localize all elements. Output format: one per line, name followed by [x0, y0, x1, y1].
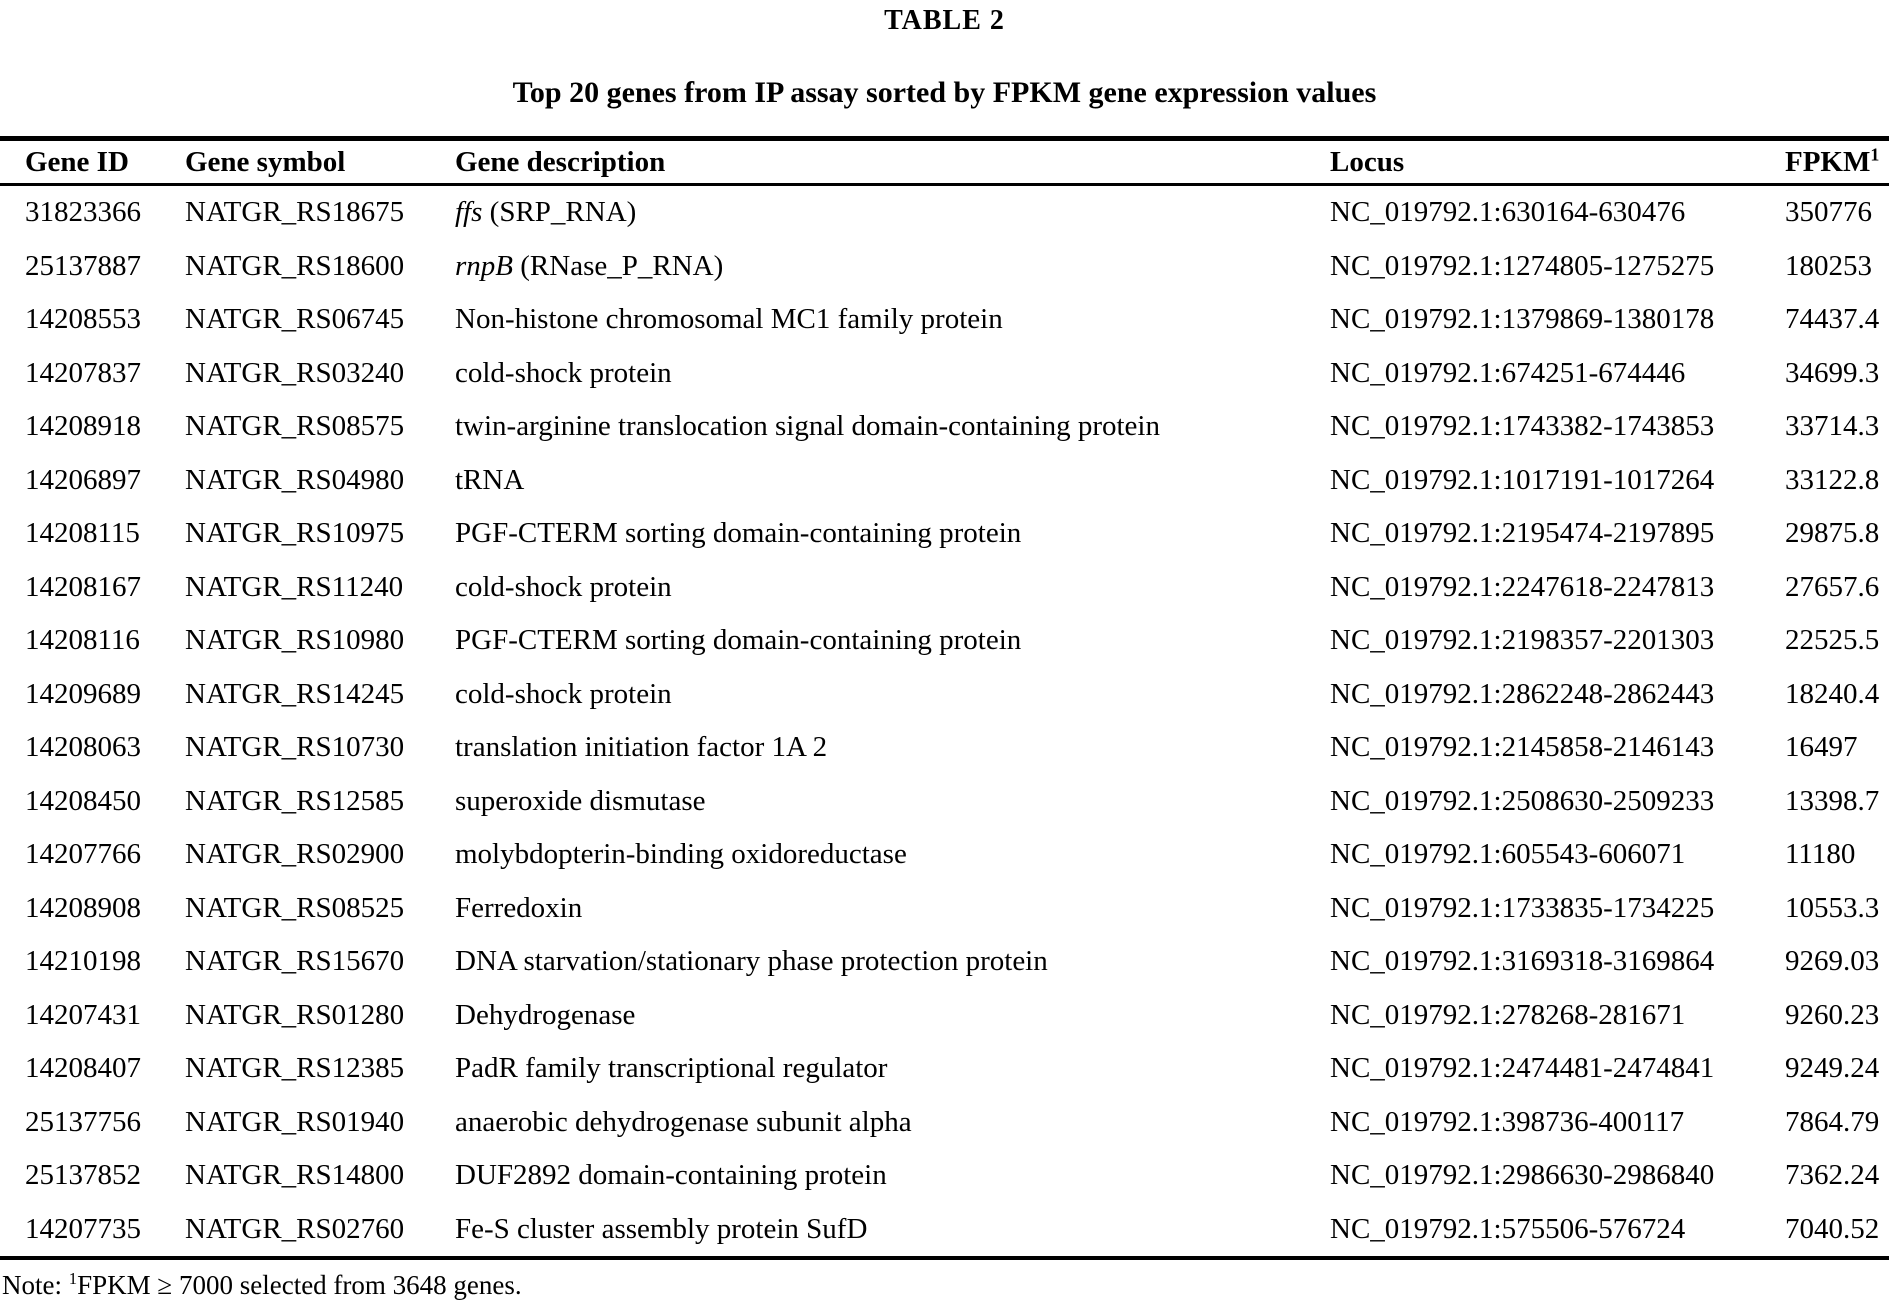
table-row: [0, 775, 1889, 829]
table-row: [0, 185, 1889, 240]
cell-locus: NC_019792.1:2198357-2201303: [1330, 624, 1715, 657]
cell-gene-symbol: NATGR_RS01280: [185, 998, 405, 1031]
table-row: [0, 561, 1889, 615]
cell-locus: NC_019792.1:2474481-2474841: [1330, 1052, 1715, 1085]
cell-gene-description: molybdopterin-binding oxidoreductase: [455, 838, 907, 871]
cell-locus: NC_019792.1:1743382-1743853: [1330, 410, 1715, 443]
cell-gene-id: 14208063: [25, 731, 141, 764]
cell-locus: NC_019792.1:1274805-1275275: [1330, 249, 1715, 282]
table-note: [0, 1268, 1889, 1302]
fpkm-footnote-marker: 1: [1870, 143, 1880, 164]
cell-gene-description: Dehydrogenase: [455, 998, 636, 1031]
note-text: FPKM ≥ 7000 selected from 3648 genes.: [77, 1270, 522, 1300]
cell-fpkm: 18240.4: [1785, 677, 1880, 710]
cell-gene-id: 14208450: [25, 784, 141, 817]
cell-fpkm: 10553.3: [1785, 891, 1880, 924]
cell-locus: NC_019792.1:605543-606071: [1330, 838, 1686, 871]
table-row: [0, 1149, 1889, 1203]
cell-gene-symbol: NATGR_RS01940: [185, 1105, 405, 1138]
cell-locus: NC_019792.1:278268-281671: [1330, 998, 1686, 1031]
table-row: [0, 1096, 1889, 1150]
cell-locus: NC_019792.1:2195474-2197895: [1330, 517, 1715, 550]
table-row: [0, 400, 1889, 454]
cell-gene-description: ffs (SRP_RNA): [455, 196, 637, 229]
cell-locus: NC_019792.1:1017191-1017264: [1330, 463, 1715, 496]
gene-name-italic: rnpB: [455, 249, 513, 282]
table-row: [0, 293, 1889, 347]
cell-fpkm: 22525.5: [1785, 624, 1880, 657]
cell-locus: NC_019792.1:2145858-2146143: [1330, 731, 1715, 764]
col-header-fpkm-label: FPKM: [1785, 145, 1871, 178]
cell-locus: NC_019792.1:3169318-3169864: [1330, 945, 1715, 978]
cell-gene-symbol: NATGR_RS03240: [185, 356, 405, 389]
col-header-gene-symbol: Gene symbol: [185, 145, 346, 178]
cell-gene-description: DUF2892 domain-containing protein: [455, 1159, 887, 1192]
cell-fpkm: 180253: [1785, 249, 1872, 282]
cell-gene-description: translation initiation factor 1A 2: [455, 731, 828, 764]
cell-fpkm: 16497: [1785, 731, 1858, 764]
table-row: [0, 882, 1889, 936]
cell-gene-symbol: NATGR_RS18675: [185, 196, 405, 229]
cell-gene-description: twin-arginine translocation signal domain-containing protein: [455, 410, 1160, 443]
cell-fpkm: 7362.24: [1785, 1159, 1880, 1192]
cell-gene-id: 14208116: [25, 624, 140, 657]
gene-name-italic: ffs: [455, 196, 483, 229]
cell-gene-id: 14207837: [25, 356, 141, 389]
cell-gene-id: 14207735: [25, 1212, 141, 1245]
cell-gene-symbol: NATGR_RS08525: [185, 891, 405, 924]
cell-gene-description: PGF-CTERM sorting domain-containing protein: [455, 624, 1022, 657]
cell-gene-symbol: NATGR_RS14800: [185, 1159, 405, 1192]
cell-gene-id: 14207766: [25, 838, 141, 871]
cell-gene-symbol: NATGR_RS10730: [185, 731, 405, 764]
cell-gene-symbol: NATGR_RS02900: [185, 838, 405, 871]
table-row: [0, 668, 1889, 722]
cell-gene-description: PadR family transcriptional regulator: [455, 1052, 888, 1085]
cell-locus: NC_019792.1:2862248-2862443: [1330, 677, 1715, 710]
cell-gene-description: cold-shock protein: [455, 677, 672, 710]
cell-gene-description: DNA starvation/stationary phase protection protein: [455, 945, 1048, 978]
cell-fpkm: 33714.3: [1785, 410, 1880, 443]
cell-gene-id: 25137756: [25, 1105, 141, 1138]
cell-fpkm: 350776: [1785, 196, 1872, 229]
cell-gene-id: 14206897: [25, 463, 141, 496]
cell-fpkm: 7864.79: [1785, 1105, 1880, 1138]
cell-gene-symbol: NATGR_RS15670: [185, 945, 405, 978]
cell-gene-id: 14208167: [25, 570, 141, 603]
cell-fpkm: 33122.8: [1785, 463, 1880, 496]
cell-gene-description: Ferredoxin: [455, 891, 583, 924]
cell-gene-symbol: NATGR_RS14245: [185, 677, 405, 710]
cell-locus: NC_019792.1:2986630-2986840: [1330, 1159, 1715, 1192]
cell-gene-symbol: NATGR_RS02760: [185, 1212, 405, 1245]
table-row: [0, 1203, 1889, 1259]
cell-gene-symbol: NATGR_RS10980: [185, 624, 405, 657]
note-footnote-marker: 1: [68, 1269, 78, 1288]
cell-gene-id: 14208407: [25, 1052, 141, 1085]
cell-gene-symbol: NATGR_RS10975: [185, 517, 405, 550]
cell-gene-symbol: NATGR_RS04980: [185, 463, 405, 496]
table-row: [0, 507, 1889, 561]
cell-gene-id: 31823366: [25, 196, 141, 229]
cell-gene-id: 14208553: [25, 303, 141, 336]
cell-fpkm: 7040.52: [1785, 1212, 1880, 1245]
cell-gene-id: 14208115: [25, 517, 140, 550]
cell-gene-description: PGF-CTERM sorting domain-containing protein: [455, 517, 1022, 550]
table-row: [0, 1042, 1889, 1096]
cell-gene-id: 14208908: [25, 891, 141, 924]
cell-locus: NC_019792.1:674251-674446: [1330, 356, 1686, 389]
cell-gene-id: 25137887: [25, 249, 141, 282]
cell-gene-description: Non-histone chromosomal MC1 family protein: [455, 303, 1003, 336]
cell-gene-id: 14209689: [25, 677, 141, 710]
header-row: [0, 139, 1889, 185]
note-prefix: Note:: [2, 1270, 69, 1300]
cell-gene-description: anaerobic dehydrogenase subunit alpha: [455, 1105, 912, 1138]
table-row: [0, 989, 1889, 1043]
cell-gene-description: rnpB (RNase_P_RNA): [455, 249, 724, 282]
cell-fpkm: 74437.4: [1785, 303, 1880, 336]
cell-gene-symbol: NATGR_RS12385: [185, 1052, 405, 1085]
cell-gene-description: tRNA: [455, 463, 525, 496]
cell-locus: NC_019792.1:1379869-1380178: [1330, 303, 1715, 336]
table-row: [0, 614, 1889, 668]
cell-gene-id: 14207431: [25, 998, 141, 1031]
table-title: Top 20 genes from IP assay sorted by FPKM gene expression values: [512, 76, 1377, 109]
cell-gene-id: 25137852: [25, 1159, 141, 1192]
cell-gene-description: superoxide dismutase: [455, 784, 706, 817]
table-row: [0, 240, 1889, 294]
cell-fpkm: 29875.8: [1785, 517, 1880, 550]
cell-fpkm: 34699.3: [1785, 356, 1880, 389]
cell-fpkm: 9249.24: [1785, 1052, 1880, 1085]
cell-locus: NC_019792.1:630164-630476: [1330, 196, 1686, 229]
table-row: [0, 721, 1889, 775]
table-body: [0, 185, 1889, 1259]
table-row: [0, 935, 1889, 989]
cell-gene-symbol: NATGR_RS06745: [185, 303, 405, 336]
cell-gene-symbol: NATGR_RS18600: [185, 249, 405, 282]
cell-locus: NC_019792.1:575506-576724: [1330, 1212, 1686, 1245]
cell-locus: NC_019792.1:2247618-2247813: [1330, 570, 1715, 603]
cell-fpkm: 11180: [1785, 838, 1856, 871]
table-row: [0, 454, 1889, 508]
cell-gene-description: cold-shock protein: [455, 356, 672, 389]
cell-locus: NC_019792.1:2508630-2509233: [1330, 784, 1715, 817]
cell-gene-description: Fe-S cluster assembly protein SufD: [455, 1212, 868, 1245]
table-label: TABLE 2: [884, 5, 1005, 36]
col-header-fpkm: [1785, 139, 1889, 185]
cell-fpkm: 9269.03: [1785, 945, 1880, 978]
cell-locus: NC_019792.1:398736-400117: [1330, 1105, 1685, 1138]
cell-fpkm: 27657.6: [1785, 570, 1880, 603]
col-header-locus: Locus: [1330, 145, 1405, 178]
cell-gene-symbol: NATGR_RS08575: [185, 410, 405, 443]
cell-gene-id: 14208918: [25, 410, 141, 443]
table-row: [0, 347, 1889, 401]
col-header-gene-id: Gene ID: [25, 145, 129, 178]
cell-gene-symbol: NATGR_RS12585: [185, 784, 405, 817]
cell-gene-symbol: NATGR_RS11240: [185, 570, 404, 603]
cell-fpkm: 9260.23: [1785, 998, 1880, 1031]
cell-gene-description: cold-shock protein: [455, 570, 672, 603]
cell-locus: NC_019792.1:1733835-1734225: [1330, 891, 1715, 924]
genes-table: [0, 136, 1889, 1260]
cell-fpkm: 13398.7: [1785, 784, 1880, 817]
cell-gene-id: 14210198: [25, 945, 141, 978]
col-header-gene-description: Gene description: [455, 145, 666, 178]
table-row: [0, 828, 1889, 882]
